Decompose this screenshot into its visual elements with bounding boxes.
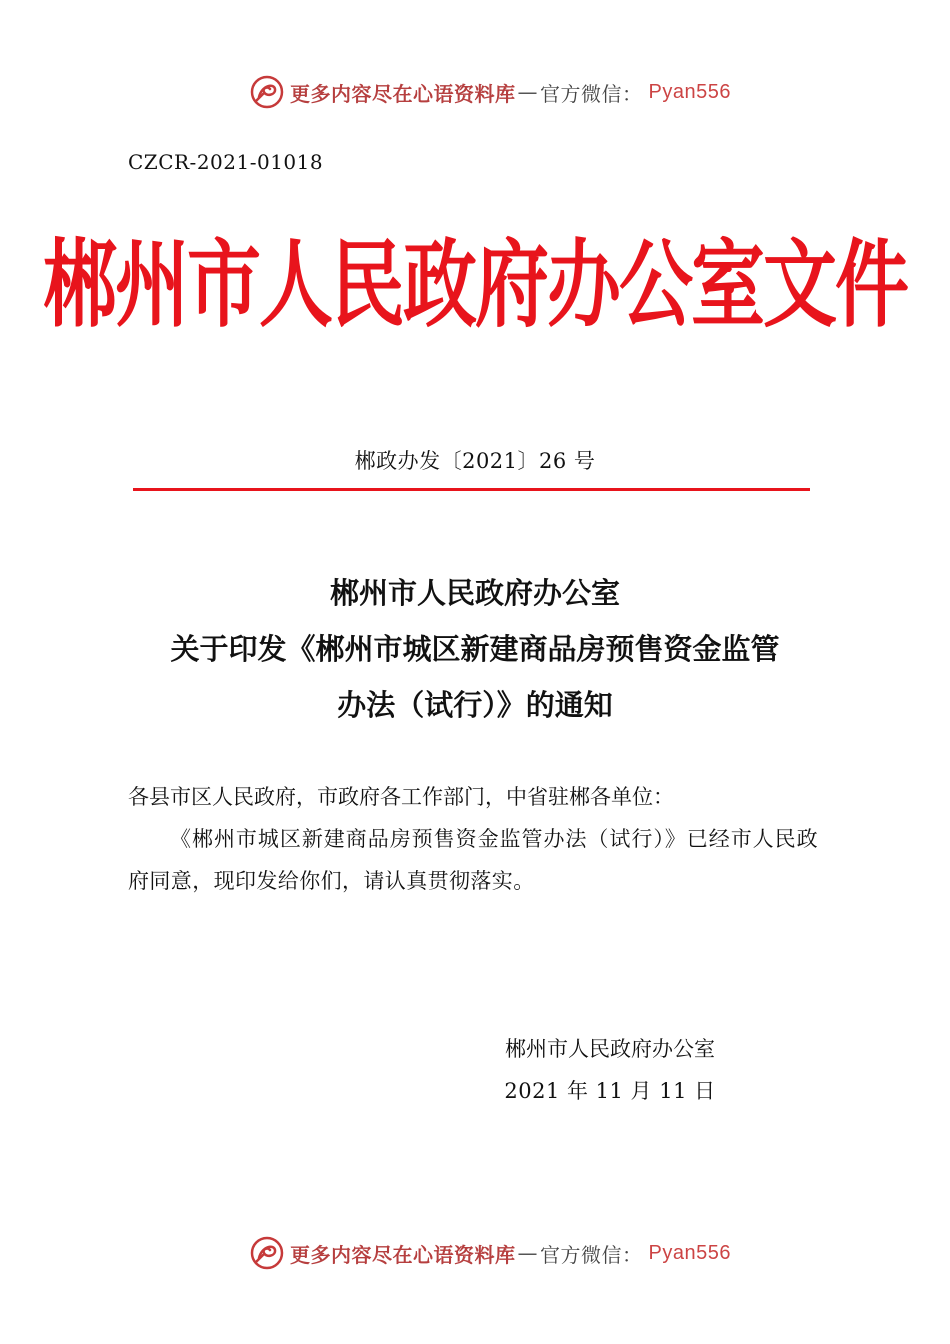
signature-org: 郴州市人民政府办公室 — [505, 1037, 715, 1061]
notice-title-line-2: 关于印发《郴州市城区新建商品房预售资金监管 — [170, 632, 780, 666]
watermark-dash: — — [517, 1241, 538, 1265]
watermark-wechat-label: 官方微信： — [540, 81, 643, 106]
watermark-banner-bottom — [250, 1233, 730, 1273]
swirl-logo-icon — [250, 75, 284, 109]
notice-body — [128, 776, 818, 902]
watermark-text — [290, 1239, 731, 1268]
watermark-banner-top — [250, 72, 730, 112]
watermark-wechat-id: Pyan556 — [648, 80, 731, 103]
red-divider-line — [133, 488, 810, 491]
watermark-main: 更多内容尽在心语资料库 — [290, 1242, 516, 1267]
body-paragraph: 《郴州市城区新建商品房预售资金监管办法（试行）》已经市人民政府同意，现印发给你们，请认真贯彻落实。 — [128, 827, 818, 893]
signature-block — [470, 1028, 750, 1112]
signature-date: 2021 年 11 月 11 日 — [504, 1079, 716, 1103]
red-header-title: 郴州市人民政府办公室文件 — [43, 230, 907, 341]
watermark-wechat-label: 官方微信： — [540, 1242, 643, 1267]
addressee-line: 各县市区人民政府，市政府各工作部门，中省驻郴各单位： — [128, 785, 674, 809]
watermark-wechat-id: Pyan556 — [648, 1241, 731, 1264]
swirl-logo-icon — [250, 1236, 284, 1270]
document-code: CZCR-2021-01018 — [128, 150, 324, 174]
watermark-text — [290, 78, 731, 107]
notice-title-line-1: 郴州市人民政府办公室 — [329, 576, 620, 610]
notice-title — [120, 565, 830, 733]
watermark-dash: — — [517, 80, 538, 104]
watermark-main: 更多内容尽在心语资料库 — [290, 81, 516, 106]
notice-title-line-3: 办法（试行）》的通知 — [337, 688, 613, 722]
document-number: 郴政办发〔2021〕26 号 — [354, 449, 596, 473]
